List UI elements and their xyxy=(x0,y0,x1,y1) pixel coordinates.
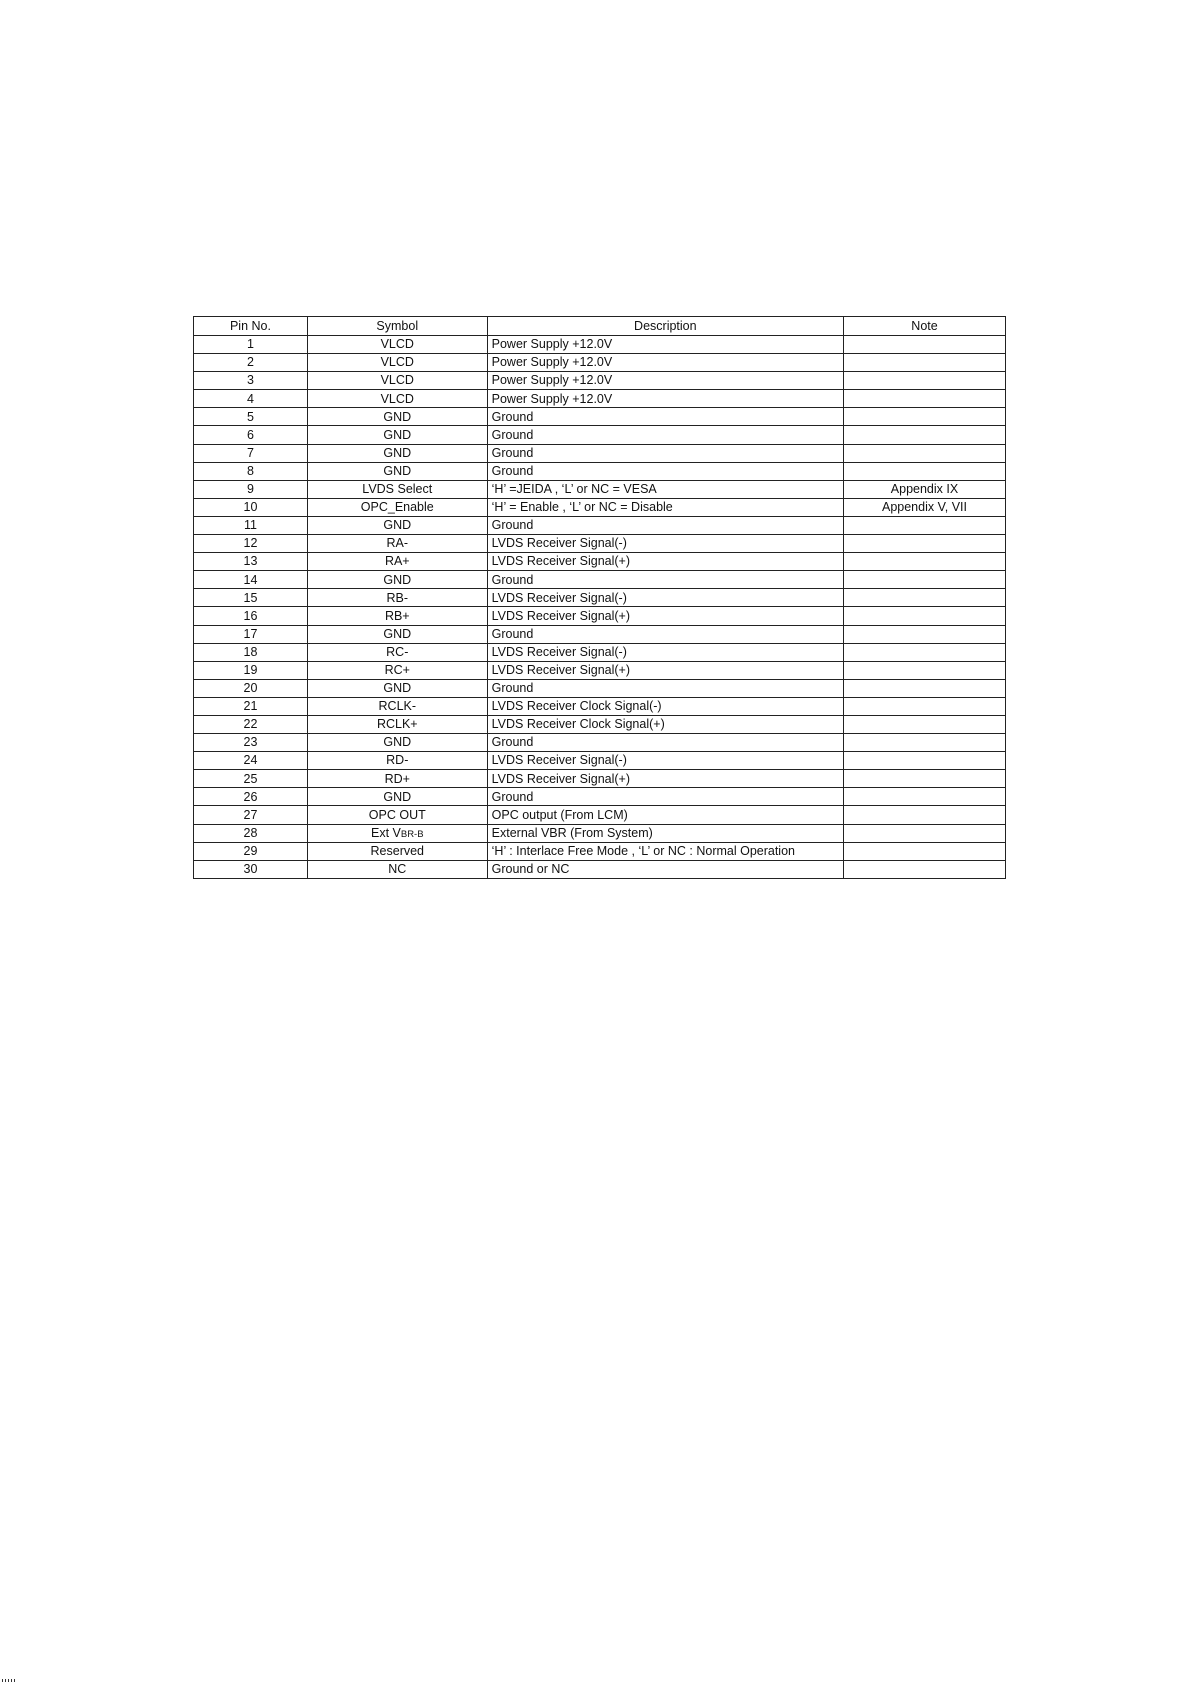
note-cell xyxy=(844,607,1006,625)
pin-number-cell: 18 xyxy=(194,643,308,661)
symbol-cell xyxy=(307,589,487,607)
note-cell xyxy=(844,444,1006,462)
note-cell xyxy=(844,426,1006,444)
description-cell: Ground xyxy=(487,408,843,426)
pin-number-cell: 28 xyxy=(194,824,308,842)
pin-number-cell: 25 xyxy=(194,770,308,788)
symbol-cell xyxy=(307,715,487,733)
description-cell: Ground or NC xyxy=(487,860,843,878)
description-cell: OPC output (From LCM) xyxy=(487,806,843,824)
table-row xyxy=(194,752,1006,770)
pin-number-cell: 6 xyxy=(194,426,308,444)
symbol-text: RC- xyxy=(386,644,409,659)
symbol-text: GND xyxy=(383,572,412,587)
table-row xyxy=(194,625,1006,643)
symbol-text: VLCD xyxy=(380,391,414,406)
pin-number-cell: 21 xyxy=(194,697,308,715)
symbol-cell xyxy=(307,806,487,824)
symbol-cell xyxy=(307,408,487,426)
description-cell: LVDS Receiver Signal(-) xyxy=(487,643,843,661)
pin-number-cell: 8 xyxy=(194,462,308,480)
description-cell: Ground xyxy=(487,625,843,643)
symbol-text: RB+ xyxy=(384,608,410,623)
note-cell xyxy=(844,770,1006,788)
description-cell: LVDS Receiver Signal(-) xyxy=(487,752,843,770)
symbol-cell xyxy=(307,734,487,752)
symbol-cell xyxy=(307,444,487,462)
note-cell xyxy=(844,661,1006,679)
description-cell: Ground xyxy=(487,426,843,444)
symbol-text: RCLK- xyxy=(378,699,417,714)
description-cell: LVDS Receiver Signal(-) xyxy=(487,535,843,553)
description-cell: LVDS Receiver Signal(+) xyxy=(487,607,843,625)
note-cell xyxy=(844,842,1006,860)
table-row xyxy=(194,788,1006,806)
symbol-cell xyxy=(307,571,487,589)
symbol-text: RB- xyxy=(386,590,409,605)
note-cell xyxy=(844,408,1006,426)
symbol-text: GND xyxy=(383,463,412,478)
symbol-cell xyxy=(307,462,487,480)
symbol-cell xyxy=(307,661,487,679)
symbol-cell xyxy=(307,390,487,408)
pin-number-cell: 20 xyxy=(194,679,308,697)
table-row xyxy=(194,697,1006,715)
description-cell: LVDS Receiver Clock Signal(-) xyxy=(487,697,843,715)
note-cell xyxy=(844,806,1006,824)
description-cell: LVDS Receiver Signal(+) xyxy=(487,661,843,679)
symbol-cell xyxy=(307,824,487,842)
symbol-cell xyxy=(307,752,487,770)
pin-number-cell: 23 xyxy=(194,734,308,752)
description-cell: Ground xyxy=(487,788,843,806)
description-cell: LVDS Receiver Clock Signal(+) xyxy=(487,715,843,733)
symbol-text: OPC_Enable xyxy=(360,500,434,515)
symbol-cell xyxy=(307,336,487,354)
description-cell: Ground xyxy=(487,679,843,697)
pin-number-cell: 12 xyxy=(194,535,308,553)
pin-number-cell: 4 xyxy=(194,390,308,408)
symbol-text: RD- xyxy=(386,753,409,768)
description-cell: External VBR (From System) xyxy=(487,824,843,842)
note-cell xyxy=(844,589,1006,607)
note-cell xyxy=(844,354,1006,372)
pin-number-cell: 29 xyxy=(194,842,308,860)
pin-number-cell: 19 xyxy=(194,661,308,679)
symbol-cell xyxy=(307,354,487,372)
header-note: Note xyxy=(844,317,1006,336)
description-cell: ‘H’ =JEIDA , ‘L’ or NC = VESA xyxy=(487,480,843,498)
note-cell xyxy=(844,571,1006,589)
pin-number-cell: 15 xyxy=(194,589,308,607)
description-cell: Ground xyxy=(487,571,843,589)
description-cell: Ground xyxy=(487,734,843,752)
description-cell: LVDS Receiver Signal(+) xyxy=(487,770,843,788)
note-cell xyxy=(844,752,1006,770)
symbol-text: GND xyxy=(383,445,412,460)
table-row xyxy=(194,372,1006,390)
table-row xyxy=(194,516,1006,534)
page-corner-mark xyxy=(2,1679,16,1682)
table-row xyxy=(194,824,1006,842)
pin-number-cell: 7 xyxy=(194,444,308,462)
description-cell: Ground xyxy=(487,462,843,480)
table-row xyxy=(194,498,1006,516)
table-row xyxy=(194,354,1006,372)
table-row xyxy=(194,462,1006,480)
pin-number-cell: 11 xyxy=(194,516,308,534)
symbol-text: GND xyxy=(383,409,412,424)
description-cell: ‘H’ : Interlace Free Mode , ‘L’ or NC : Normal Operation xyxy=(487,842,843,860)
pin-number-cell: 22 xyxy=(194,715,308,733)
pin-number-cell: 1 xyxy=(194,336,308,354)
header-row xyxy=(194,317,1006,336)
pin-number-cell: 10 xyxy=(194,498,308,516)
table-row xyxy=(194,480,1006,498)
symbol-cell xyxy=(307,625,487,643)
table-row xyxy=(194,589,1006,607)
symbol-text: RD+ xyxy=(384,771,410,786)
pin-number-cell: 24 xyxy=(194,752,308,770)
symbol-text: GND xyxy=(383,789,412,804)
symbol-cell xyxy=(307,607,487,625)
note-cell xyxy=(844,516,1006,534)
pin-number-cell: 13 xyxy=(194,553,308,571)
note-cell xyxy=(844,553,1006,571)
description-cell: Power Supply +12.0V xyxy=(487,372,843,390)
pin-number-cell: 3 xyxy=(194,372,308,390)
symbol-text: RC+ xyxy=(384,662,410,677)
note-cell xyxy=(844,715,1006,733)
header-description: Description xyxy=(487,317,843,336)
symbol-cell xyxy=(307,770,487,788)
table-body xyxy=(194,336,1006,879)
description-cell: Ground xyxy=(487,444,843,462)
symbol-text: VLCD xyxy=(380,337,414,352)
description-cell: Power Supply +12.0V xyxy=(487,390,843,408)
symbol-cell xyxy=(307,372,487,390)
note-cell xyxy=(844,336,1006,354)
description-cell: LVDS Receiver Signal(+) xyxy=(487,553,843,571)
description-cell: ‘H’ = Enable , ‘L’ or NC = Disable xyxy=(487,498,843,516)
pin-number-cell: 2 xyxy=(194,354,308,372)
note-cell xyxy=(844,788,1006,806)
note-cell xyxy=(844,860,1006,878)
table-header xyxy=(194,317,1006,336)
symbol-cell xyxy=(307,842,487,860)
note-cell xyxy=(844,390,1006,408)
table-row xyxy=(194,571,1006,589)
note-cell xyxy=(844,643,1006,661)
pin-assignment-table xyxy=(193,316,1006,879)
table-row xyxy=(194,679,1006,697)
header-pin-no: Pin No. xyxy=(194,317,308,336)
table-row xyxy=(194,444,1006,462)
table-row xyxy=(194,734,1006,752)
symbol-text: Ext V xyxy=(370,825,401,840)
symbol-text: Reserved xyxy=(370,843,425,858)
pin-number-cell: 30 xyxy=(194,860,308,878)
note-cell: Appendix IX xyxy=(844,480,1006,498)
note-cell xyxy=(844,679,1006,697)
symbol-text: NC xyxy=(388,862,407,877)
symbol-text: GND xyxy=(383,626,412,641)
table-row xyxy=(194,535,1006,553)
description-cell: Ground xyxy=(487,516,843,534)
table-row xyxy=(194,661,1006,679)
description-cell: Power Supply +12.0V xyxy=(487,354,843,372)
symbol-text: VLCD xyxy=(380,355,414,370)
pin-number-cell: 17 xyxy=(194,625,308,643)
description-cell: LVDS Receiver Signal(-) xyxy=(487,589,843,607)
symbol-cell xyxy=(307,679,487,697)
table-row xyxy=(194,842,1006,860)
table-row xyxy=(194,553,1006,571)
symbol-text: GND xyxy=(383,427,412,442)
symbol-text: VLCD xyxy=(380,373,414,388)
table-row xyxy=(194,806,1006,824)
symbol-text: RA+ xyxy=(384,554,410,569)
symbol-cell xyxy=(307,426,487,444)
table-row xyxy=(194,607,1006,625)
symbol-text: RCLK+ xyxy=(376,717,418,732)
pin-number-cell: 14 xyxy=(194,571,308,589)
symbol-cell xyxy=(307,788,487,806)
symbol-cell xyxy=(307,860,487,878)
note-cell xyxy=(844,734,1006,752)
pin-number-cell: 9 xyxy=(194,480,308,498)
symbol-text: GND xyxy=(383,735,412,750)
symbol-cell xyxy=(307,553,487,571)
symbol-text: LVDS Select xyxy=(362,482,433,497)
symbol-text: RA- xyxy=(386,536,409,551)
symbol-cell xyxy=(307,535,487,553)
note-cell: Appendix V, VII xyxy=(844,498,1006,516)
note-cell xyxy=(844,462,1006,480)
table-row xyxy=(194,770,1006,788)
table-row xyxy=(194,643,1006,661)
table-row xyxy=(194,408,1006,426)
note-cell xyxy=(844,372,1006,390)
pin-number-cell: 26 xyxy=(194,788,308,806)
symbol-text: GND xyxy=(383,681,412,696)
note-cell xyxy=(844,824,1006,842)
header-symbol: Symbol xyxy=(307,317,487,336)
table-row xyxy=(194,715,1006,733)
symbol-cell xyxy=(307,697,487,715)
symbol-cell xyxy=(307,480,487,498)
pin-number-cell: 5 xyxy=(194,408,308,426)
symbol-text: GND xyxy=(383,518,412,533)
table-row xyxy=(194,390,1006,408)
symbol-cell xyxy=(307,516,487,534)
table-row xyxy=(194,860,1006,878)
note-cell xyxy=(844,697,1006,715)
symbol-cell xyxy=(307,498,487,516)
note-cell xyxy=(844,625,1006,643)
symbol-text: OPC OUT xyxy=(368,807,426,822)
pin-number-cell: 16 xyxy=(194,607,308,625)
table-row xyxy=(194,336,1006,354)
note-cell xyxy=(844,535,1006,553)
pin-number-cell: 27 xyxy=(194,806,308,824)
description-cell: Power Supply +12.0V xyxy=(487,336,843,354)
table-row xyxy=(194,426,1006,444)
symbol-subscript: BR-B xyxy=(400,828,424,840)
symbol-cell xyxy=(307,643,487,661)
